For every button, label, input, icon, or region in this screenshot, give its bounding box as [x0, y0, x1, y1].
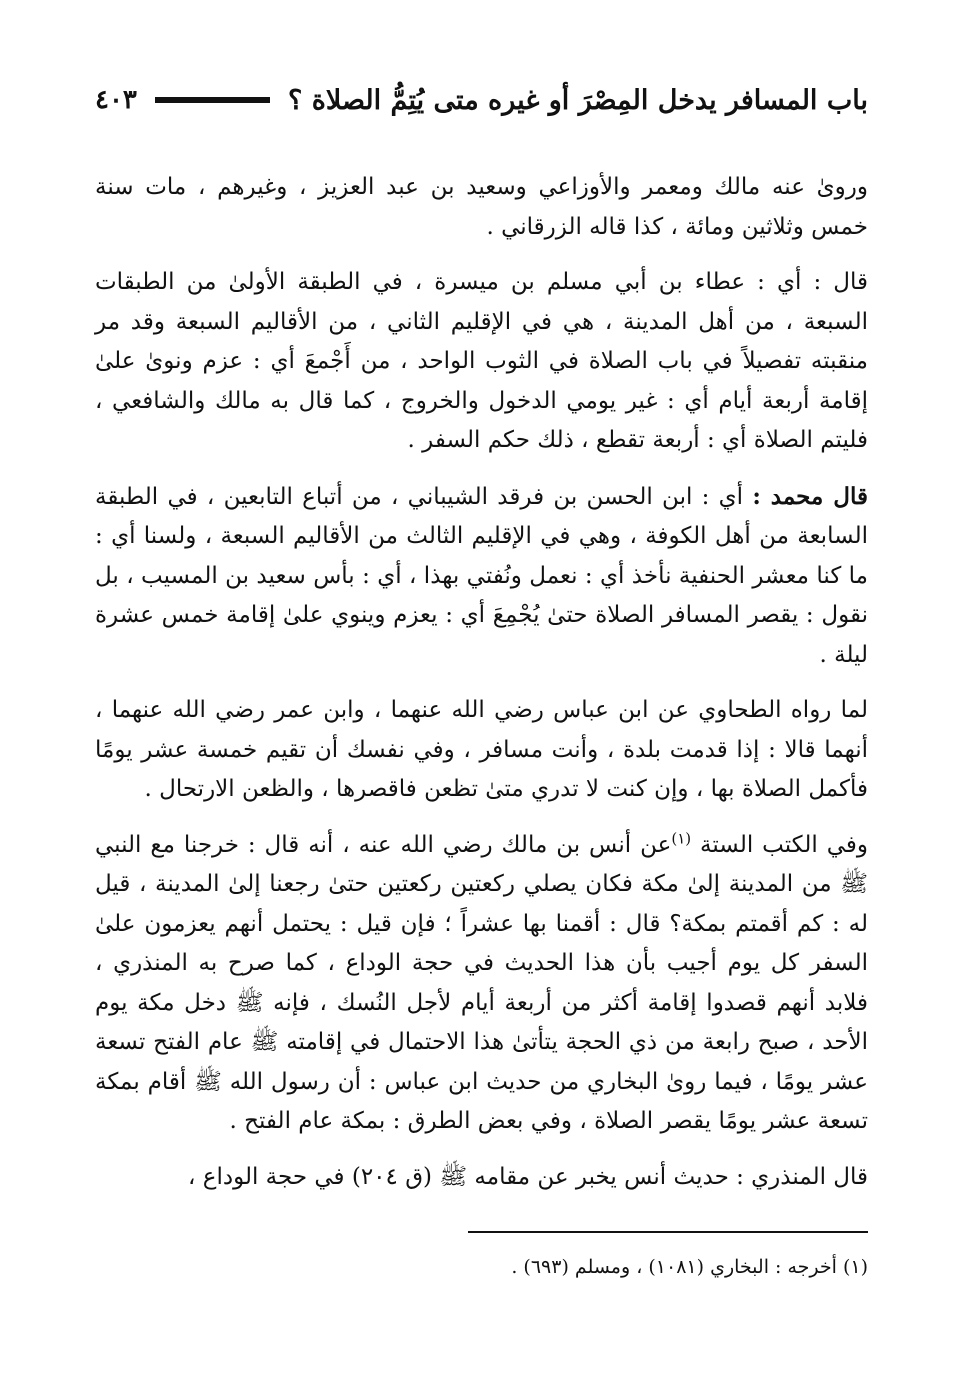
main-text: [95, 168, 868, 1213]
footnote-reference[interactable]: (١): [671, 828, 692, 847]
paragraph-text: وفي الكتب الستة: [691, 831, 868, 858]
footnote-divider: [468, 1231, 868, 1233]
page-number: ٤٠٣: [95, 85, 137, 115]
paragraph: [95, 691, 868, 810]
paragraph: [95, 168, 868, 247]
paragraph-lead: قال محمد :: [752, 482, 868, 510]
paragraph: [95, 477, 868, 676]
footnote: (١) أخرجه : البخاري (١٠٨١) ، ومسلم (٦٩٣) .: [511, 1256, 868, 1278]
page-header: [95, 78, 868, 122]
paragraph: [95, 263, 868, 461]
paragraph: [95, 1158, 868, 1198]
paragraph-text: قال : أي : عطاء بن أبي مسلم بن ميسرة ، في الطبقة الأولىٰ من الطبقات السبعة ، من أهل المدينة ، هي في الإقليم الثاني ، من الأقاليم السبعة وقد مر منقبته تفصيلاً في باب الصلاة في الثوب الواحد ، من أَجْمعَ أي : عزم ونوىٰ علىٰ إقامة أربعة أيام أي : غير يومي الدخول والخروج ، كما قال به مالك والشافعي ، فليتم الصلاة أي : أربعة تقطع ، ذلك حكم السفر .: [95, 269, 868, 453]
paragraph-text: لما رواه الطحاوي عن ابن عباس رضي الله عنهما ، وابن عمر رضي الله عنهما ، أنهما قالا : إذا قدمت بلدة ، وأنت مسافر ، وفي نفسك أن تقيم خمسة عشر يومًا فأكمل الصلاة بها ، وإن كنت لا تدري متىٰ تظعن فاقصرها ، والظعن الارتحال .: [95, 697, 868, 802]
paragraph-text: قال المنذري : حديث أنس يخبر عن مقامه ﷺ (ق ٢٠٤) في حجة الوداع ،: [187, 1163, 868, 1190]
paragraph-text: أي : ابن الحسن بن فرقد الشيباني ، من أتباع التابعين ، في الطبقة السابعة من أهل الكوفة ، وهي في الإقليم الثالث من الأقاليم السبعة ، ولسنا أي : ما كنا معشر الحنفية نأخذ أي : نعمل ونُفتي بهذا ، أي : بأس سعيد بن المسيب ، بل نقول : يقصر المسافر الصلاة حتىٰ يُجْمِعَ أي : يعزم وينوي علىٰ إقامة خمس عشرة ليلة .: [95, 483, 868, 668]
header-rule: [155, 97, 270, 103]
chapter-title: باب المسافر يدخل المِصْرَ أو غيره متى يُتِمُّ الصلاة ؟: [287, 84, 868, 116]
paragraph-text: عن أنس بن مالك رضي الله عنه ، أنه قال : خرجنا مع النبي ﷺ من المدينة إلىٰ مكة فكان يصلي ركعتين ركعتين حتىٰ رجعنا إلىٰ المدينة ، قيل له : كم أقمتم بمكة؟ قال : أقمنا بها عشراً ؛ فإن قيل : يحتمل أنهم يعزمون علىٰ السفر كل يوم أجيب بأن هذا الحديث في حجة الوداع ، كما صرح به المنذري ، فلابد أنهم قصدوا إقامة أكثر من أربعة أيام لأجل النُسك ، فإنه ﷺ دخل مكة يوم الأحد ، صبح رابعة من ذي الحجة يتأتىٰ هذا الاحتمال في إقامته ﷺ عام الفتح تسعة عشر يومًا ، فيما روىٰ البخاري من حديث ابن عباس : أن رسول الله ﷺ أقام بمكة تسعة عشر يومًا يقصر الصلاة ، وفي بعض الطرق : بمكة عام الفتح .: [95, 831, 868, 1134]
paragraph: [95, 826, 868, 1142]
paragraph-text: وروىٰ عنه مالك ومعمر والأوزاعي وسعيد بن عبد العزيز ، وغيرهم ، مات سنة خمس وثلاثين ومائة ، كذا قاله الزرقاني .: [95, 174, 868, 240]
